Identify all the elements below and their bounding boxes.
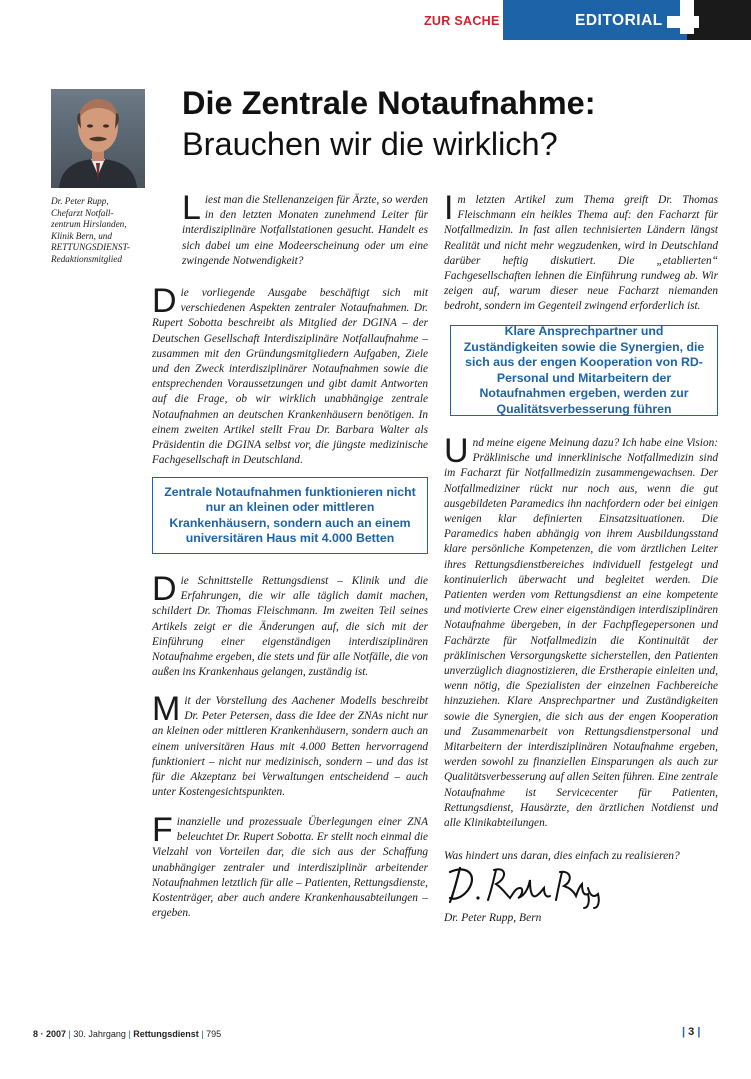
- footer-year: 30. Jahrgang: [73, 1029, 126, 1039]
- footer-page-ref: 795: [206, 1029, 222, 1039]
- portrait-caption: [51, 196, 151, 266]
- plus-icon-horizontal: [667, 16, 699, 28]
- caption-line: RETTUNGSDIENST-: [51, 242, 130, 253]
- handwritten-signature: [444, 862, 604, 910]
- col1-paragraph-2: [152, 282, 428, 468]
- col1-paragraph-4: [152, 690, 428, 800]
- editorial-label: EDITORIAL: [575, 12, 663, 29]
- col1-paragraph-1: [182, 189, 428, 269]
- footer-separator: |: [682, 1026, 689, 1038]
- caption-line: zentrum Hirslanden,: [51, 219, 127, 230]
- paragraph-text: inanzielle und prozessuale Überlegungen einer ZNA beleuchtet Dr. Rupert Sobotta. Er stellt noch einmal die Vielzahl von Vorteilen dar, die sich aus der Schaffung unabhängiger zentraler und interdisziplinär arbeitender Notaufnahmen letztlich für alle – Patienten, Rettungsdienste, Kostenträger, aber auch andere Krankenhausabteilungen – ergeben.: [152, 816, 428, 920]
- footer-page-number: [682, 1026, 700, 1038]
- closing-question: Was hindert uns daran, dies einfach zu realisieren?: [444, 850, 680, 862]
- footer-separator: |: [694, 1026, 701, 1038]
- dropcap: L: [182, 189, 201, 227]
- caption-line: Dr. Peter Rupp,: [51, 196, 109, 206]
- paragraph-text: ie vorliegende Ausgabe beschäftigt sich mit verschiedenen Aspekten zentraler Notaufnahmen. Dr. Rupert Sobotta beschreibt als Mitglied der DGINA – der Deutschen Gesellschaft Interdisziplinäre Notfallaufnahme – zusammen mit den Gründungsmitgliedern Aufgaben, Ziele und den Zweck interdisziplinärer Notaufnahmen sowie die entsprechenden Voraussetzungen und gibt damit Antworten auf die Frage, ob wir wirklich unabhängige zentrale Notaufnahmen an deutschen Krankenhäusern benötigen. In einem zweiten Artikel stellt Frau Dr. Barbara Walter als Präsidentin die DGINA selbst vor, die jüngste medizinische Fachgesellschaft in Deutschland.: [152, 287, 428, 467]
- article-title: Die Zentrale Notaufnahme:: [182, 85, 596, 121]
- pull-quote-1: Zentrale Notaufnahmen funktionieren nicht nur an kleinen oder mittleren Krankenhäusern, sondern auch an einem universitären Haus mit 4.000 Betten: [152, 477, 428, 554]
- col1-paragraph-5: [152, 811, 428, 921]
- dropcap: D: [152, 570, 177, 608]
- editorial-tab: [503, 0, 687, 40]
- footer-separator: |: [68, 1029, 74, 1039]
- col1-paragraph-3: [152, 570, 428, 680]
- dropcap: D: [152, 282, 177, 320]
- footer-separator: |: [201, 1029, 207, 1039]
- dropcap: F: [152, 811, 173, 849]
- header-bar: [0, 0, 751, 40]
- footer-issue: 8 · 2007: [33, 1029, 67, 1039]
- article-subtitle: Brauchen wir die wirklich?: [182, 126, 558, 162]
- paragraph-text: it der Vorstellung des Aachener Modells beschreibt Dr. Peter Petersen, dass die Idee der ZNAs nicht nur an kleinen oder mittleren Krankenhäusern, sondern auch an einem universitären Haus mit 4.000 Betten hervorragend funktioniert – nicht nur medizinisch, sondern – und das ist für die Akzeptanz bei Verwaltungen entscheidend – auch unter Kostengesichtspunkten.: [152, 695, 428, 799]
- dropcap: I: [444, 189, 454, 227]
- footer-separator: |: [128, 1029, 134, 1039]
- page-number: 3: [688, 1026, 695, 1038]
- section-label: ZUR SACHE: [424, 14, 500, 28]
- caption-line: Chefarzt Notfall-: [51, 207, 114, 218]
- paragraph-text: nd meine eigene Meinung dazu? Ich habe eine Vision: Präklinische und innerklinische Notfallmedizin sind im Facharzt für Notfallmedizin zusammengewachsen. Der Notfallmediziner rückt nur noch aus, wenn die gut ausgebildeten Paramedics ihn nachfordern oder bei einigen wenigen klar definierten Einsatzsituationen. Die Paramedics haben abhängig von ihrem Ausbildungsstand klare persönliche Kompetenzen, die vom ärztlichen Leiter ihres Rettungsdienstbereiches individuell festgelegt und kontinuierlich überwacht und begleitet werden. Die Patienten werden vom Rettungsdienst an eine kompetente und motivierte Crew einer eigenständigen interdisziplinären Notaufnahme übergeben, in der Fachpflegepersonen und Fachärzte für Notfallmedizin die Kontinuität der präklinischen Versorgungskette sicherstellen, den Patienten unverzüglich diagnostizieren, die Erstherapie einleiten und, wenn nötig, die Spezialisten der einzelnen Fachbereiche hinzuziehen. Klare Ansprechpartner und Zuständigkeiten sowie die Synergien, die sich aus der engen Kooperation und Zusammenarbeit von Rettungsdienstpersonal und Mitarbeitern der interdisziplinären Notaufnahme ergeben, werden sowohl zu finanziellen Einsparungen als auch zur Qualitätsverbesserung auf allen Seiten führen. Eine zentrale Notaufnahme ist Servicecenter für Patienten, Rettungsdienst, Hausärzte, den ärztlichen Notdienst und alle Klinikabteilungen.: [444, 437, 718, 830]
- dropcap: U: [444, 432, 469, 470]
- paragraph-text: iest man die Stellenanzeigen für Ärzte, so werden in den letzten Monaten zunehmend Leiter für interdisziplinäre Notfallstationen gesucht. Handelt es sich dabei um eine Modeerscheinung oder um eine zwingende Notwendigkeit?: [182, 194, 428, 267]
- caption-line: Redaktionsmitglied: [51, 253, 122, 264]
- portrait-illustration: [51, 89, 145, 188]
- pull-quote-2: Klare Ansprechpartner und Zuständigkeiten sowie die Synergien, die sich aus der engen Kooperation von RD-Personal und Mitarbeitern der Notaufnahmen ergeben, werden zur Qualitätsverbesserung führen: [450, 325, 718, 416]
- col2-paragraph-1: [444, 189, 718, 315]
- footer-issue-info: [33, 1029, 221, 1039]
- author-signature-line: Dr. Peter Rupp, Bern: [444, 912, 542, 924]
- author-portrait: [51, 89, 145, 188]
- footer-journal: Rettungsdienst: [133, 1029, 199, 1039]
- paragraph-text: m letzten Artikel zum Thema greift Dr. Thomas Fleischmann ein heikles Thema auf: den Facharzt für Notfallmedizin. In fast allen technisierten Ländern längst Realität und nicht mehr wegzudenken, wird in Deutschland darüber heftig diskutiert. Die „etablierten“ Fachgesellschaften lehnen die Einführung rundweg ab. Wir zeigen auf, warum dieser neue Facharzt niemanden bedroht, sondern im Gegenteil zwingend erforderlich ist.: [444, 194, 718, 313]
- dropcap: M: [152, 690, 181, 728]
- col2-paragraph-2: [444, 432, 718, 831]
- caption-line: Klinik Bern, und: [51, 230, 112, 241]
- paragraph-text: ie Schnittstelle Rettungsdienst – Klinik und die Erfahrungen, die wir alle täglich damit machen, schildert Dr. Thomas Fleischmann. Im zweiten Teil seines Artikels zeigt er die Änderungen auf, die sich mit der Einführung einer eigenständigen interdisziplinären Notaufnahme ergeben, die stets und für alle Notfälle, die von außen ins Krankenhaus gelangen, zuständig ist.: [152, 575, 428, 679]
